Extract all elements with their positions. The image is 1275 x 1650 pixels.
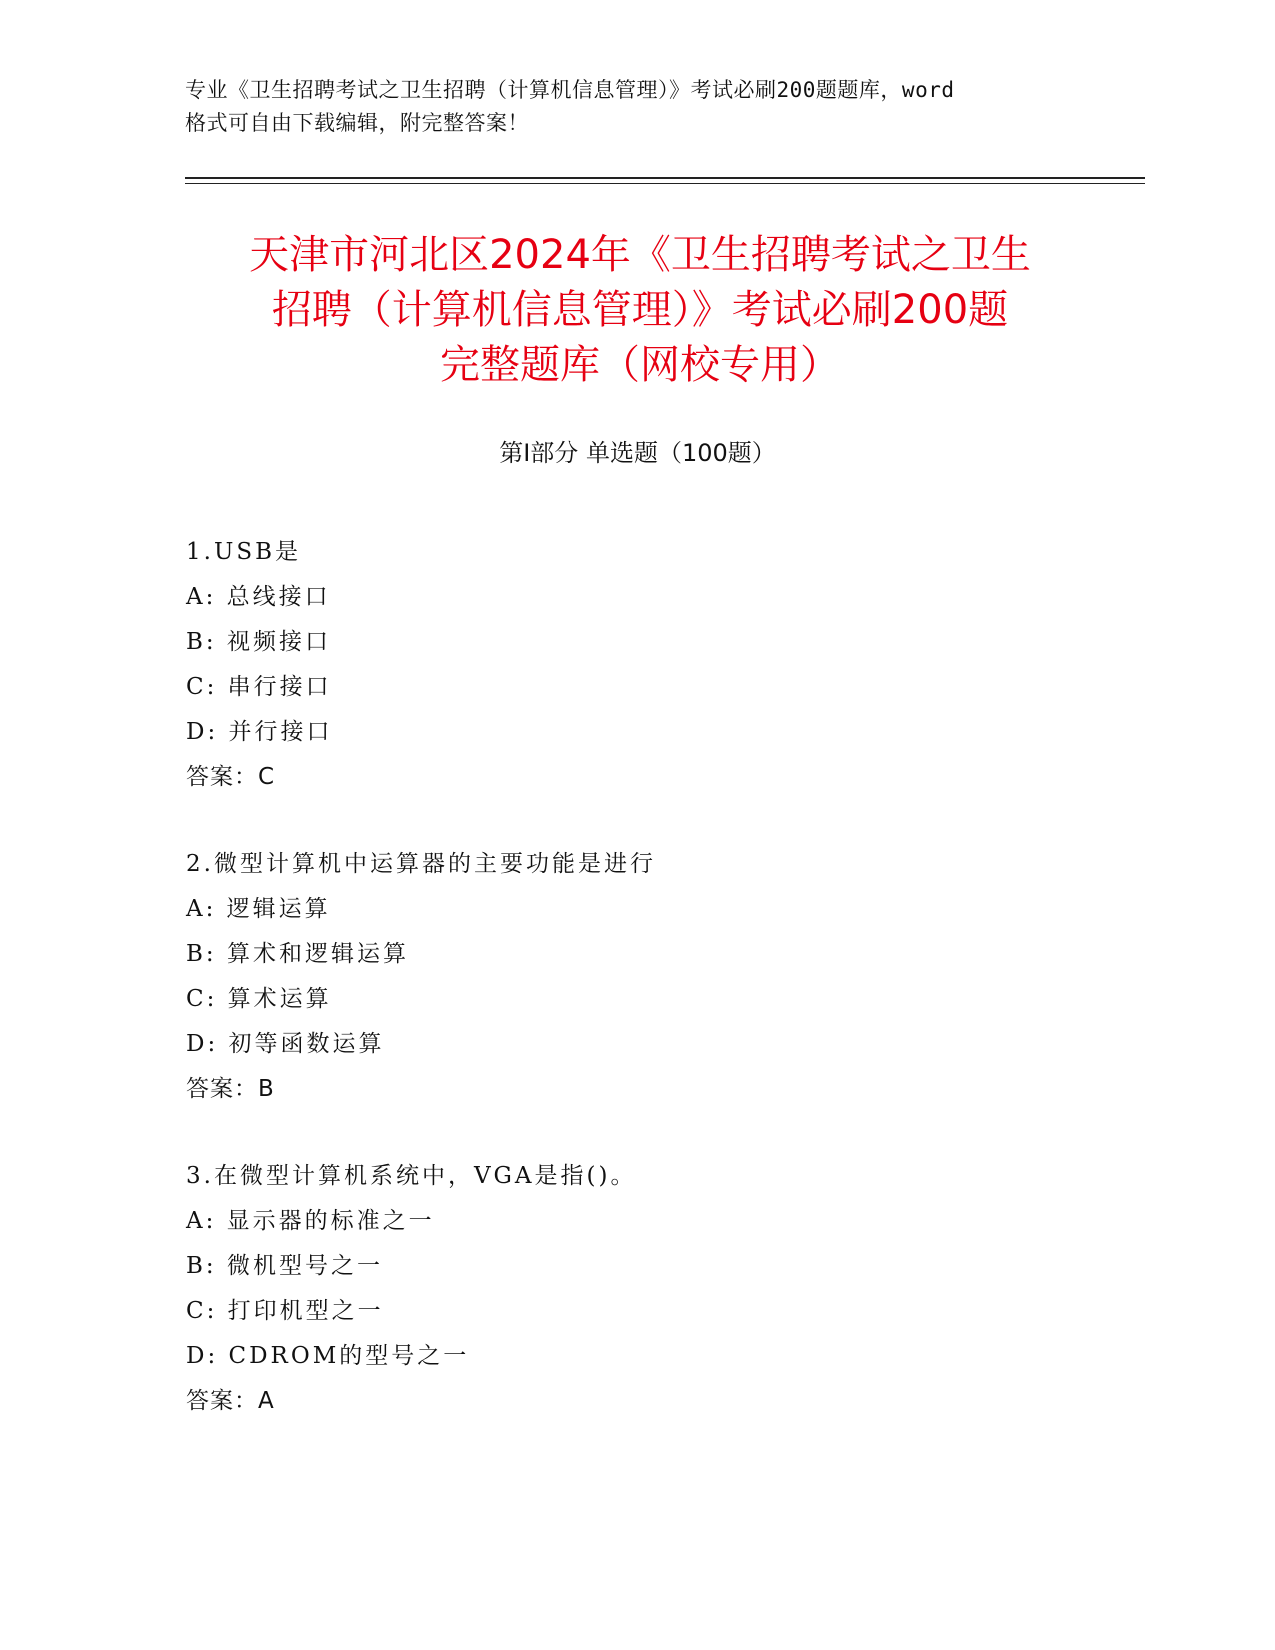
option-b: B: 视频接口 [186, 629, 331, 655]
answer: 答案：A [186, 1388, 275, 1414]
document-title [180, 228, 1100, 393]
section-heading: 第Ⅰ部分 单选题（100题） [499, 439, 776, 467]
answer: 答案：C [186, 764, 276, 790]
option-b: B: 算术和逻辑运算 [186, 941, 409, 967]
option-d: D: CDROM的型号之一 [186, 1343, 470, 1369]
question-stem: 3.在微型计算机系统中，VGA是指()。 [186, 1163, 637, 1189]
option-c: C: 串行接口 [186, 674, 332, 700]
header-note [185, 74, 1085, 140]
option-d: D: 并行接口 [186, 719, 333, 745]
answer: 答案：B [186, 1076, 275, 1102]
title-line-3: 完整题库（网校专用） [440, 342, 840, 388]
question-list [186, 530, 1106, 1466]
question-stem: 1.USB是 [186, 539, 301, 565]
header-note-line-1: 专业《卫生招聘考试之卫生招聘（计算机信息管理）》考试必刷200题题库，word [185, 78, 955, 102]
option-a: A: 总线接口 [186, 584, 331, 610]
header-divider-thick [185, 177, 1145, 179]
option-c: C: 打印机型之一 [186, 1298, 384, 1324]
title-line-1: 天津市河北区2024年《卫生招聘考试之卫生 [249, 232, 1031, 278]
question-3 [186, 1154, 1106, 1424]
header-divider-thin [185, 183, 1145, 184]
title-line-2: 招聘（计算机信息管理）》考试必刷200题 [271, 287, 1009, 333]
option-a: A: 显示器的标准之一 [186, 1208, 435, 1234]
option-a: A: 逻辑运算 [186, 896, 331, 922]
question-2 [186, 842, 1106, 1112]
option-b: B: 微机型号之一 [186, 1253, 383, 1279]
question-1 [186, 530, 1106, 800]
question-stem: 2.微型计算机中运算器的主要功能是进行 [186, 851, 656, 877]
header-note-line-2: 格式可自由下载编辑，附完整答案！ [185, 111, 529, 135]
option-c: C: 算术运算 [186, 986, 332, 1012]
option-d: D: 初等函数运算 [186, 1031, 385, 1057]
